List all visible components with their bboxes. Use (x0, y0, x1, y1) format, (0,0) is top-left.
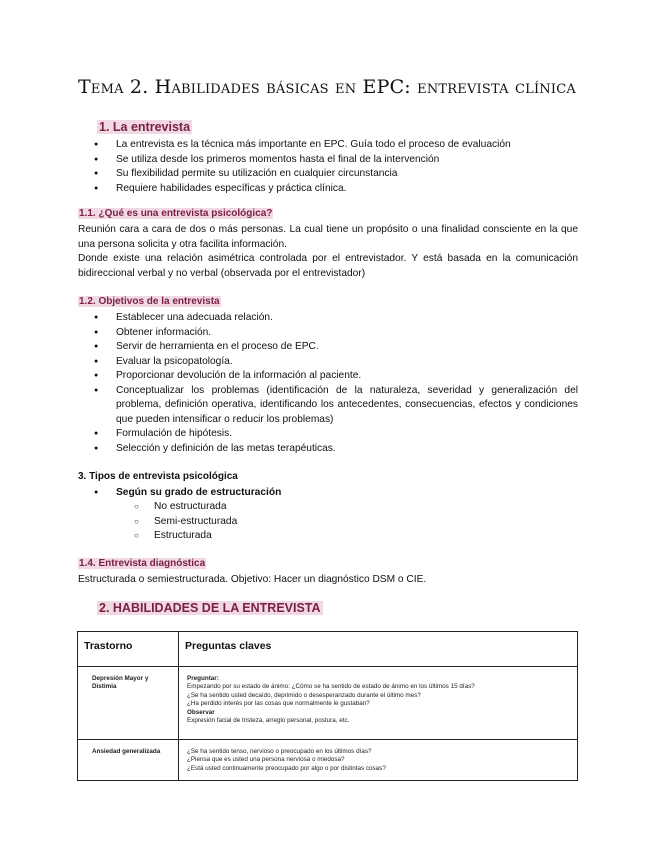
list-item: ● Servir de herramienta en el proceso de EPC. (116, 340, 578, 355)
list-item: ● Selección y definición de las metas terapéuticas. (116, 442, 578, 457)
paragraph: Reunión cara a cara de dos o más personas. La cual tiene un propósito o una finalidad consciente en la que una persona solicita y otra facilita información. (78, 224, 578, 250)
section1-bullets (116, 138, 586, 196)
cell-label: Observar (187, 708, 215, 716)
list-item: ● La entrevista es la técnica más importante en EPC. Guía todo el proceso de evaluación (116, 138, 586, 153)
section-heading-habilidades: 2. HABILIDADES DE LA ENTREVISTA (99, 601, 321, 615)
list-item: ● Requiere habilidades específicas y práctica clínica. (116, 182, 586, 197)
column-header-trastorno: Trastorno (78, 632, 179, 667)
list-item: ● Su flexibilidad permite su utilización en cualquier circunstancia (116, 167, 586, 182)
question-line: ¿Piensa que es usted una persona nerviosa o miedosa? (187, 756, 345, 764)
list-item: ● Proporcionar devolución de la información al paciente. (116, 369, 578, 384)
subsection-heading-que-es: 1.1. ¿Qué es una entrevista psicológica? (79, 208, 273, 219)
list-item: ● Conceptualizar los problemas (identificación de la naturaleza, severidad y generalización del problema, definición operativa, identificando los antecedentes, consecuencias, efectos y condiciones que pueden intensificar o reducir los problemas) (116, 384, 578, 428)
list-item: ● Establecer una adecuada relación. (116, 311, 578, 326)
s11-paragraphs (78, 223, 578, 281)
s3-sublist (154, 500, 454, 544)
list-item: ● Según su grado de estructuración (116, 486, 516, 501)
section-heading-la-entrevista: 1. La entrevista (99, 120, 191, 134)
question-line: ¿Está usted continuamente preocupado por algo o por distintas cosas? (187, 764, 386, 772)
question-line: Empezando por su estado de ánimo: ¿Cómo se ha sentido de estado de ánimo en los últimos 15 días? (187, 683, 475, 691)
table-header-row (78, 632, 578, 667)
disorder-cell: Ansiedad generalizada (78, 740, 179, 781)
s14-text: Estructurada o semiestructurada. Objetivo: Hacer un diagnóstico DSM o CIE. (78, 574, 427, 585)
question-line: ¿Se ha sentido usted decaído, deprimido o desesperanzado durante el último mes? (187, 691, 421, 699)
list-item: ○ Estructurada (154, 529, 454, 544)
list-item: ○ No estructurada (154, 500, 454, 515)
s12-bullets (116, 311, 578, 456)
observation-line: Expresión facial de tristeza, arreglo personal, postura, etc. (187, 717, 350, 725)
questions-cell (179, 667, 578, 740)
question-line: ¿Se ha sentido tenso, nervioso o preocupado en los últimos días? (187, 748, 372, 755)
table-row (78, 740, 578, 781)
s3-bullet (116, 486, 516, 501)
cell-label: Preguntar: (187, 675, 219, 682)
column-header-preguntas: Preguntas claves (179, 632, 578, 667)
question-line: ¿Ha perdido interés por las cosas que normalmente le gustaban? (187, 700, 370, 708)
subsection-heading-objetivos: 1.2. Objetivos de la entrevista (79, 296, 220, 307)
page-title: Tema 2. Habilidades básicas en EPC: entrevista clínica (78, 76, 576, 98)
list-item: ● Evaluar la psicopatología. (116, 355, 578, 370)
disorder-cell: Depresión Mayor y Distimia (78, 667, 179, 740)
list-item: ● Obtener información. (116, 326, 578, 341)
table-row (78, 667, 578, 740)
subsection-heading-diagnostica: 1.4. Entrevista diagnóstica (79, 558, 206, 569)
list-item: ○ Semi-estructurada (154, 515, 454, 530)
paragraph: Donde existe una relación asimétrica controlada por el entrevistador. Y está basada en la comunicación bidireccional verbal y no verbal (observada por el entrevistador) (78, 253, 578, 279)
list-item: ● Se utiliza desde los primeros momentos hasta el final de la intervención (116, 153, 586, 168)
list-item: ● Formulación de hipótesis. (116, 427, 578, 442)
subsection-heading-tipos: 3. Tipos de entrevista psicológica (78, 471, 238, 482)
questions-cell (179, 740, 578, 781)
questions-table (77, 631, 578, 781)
